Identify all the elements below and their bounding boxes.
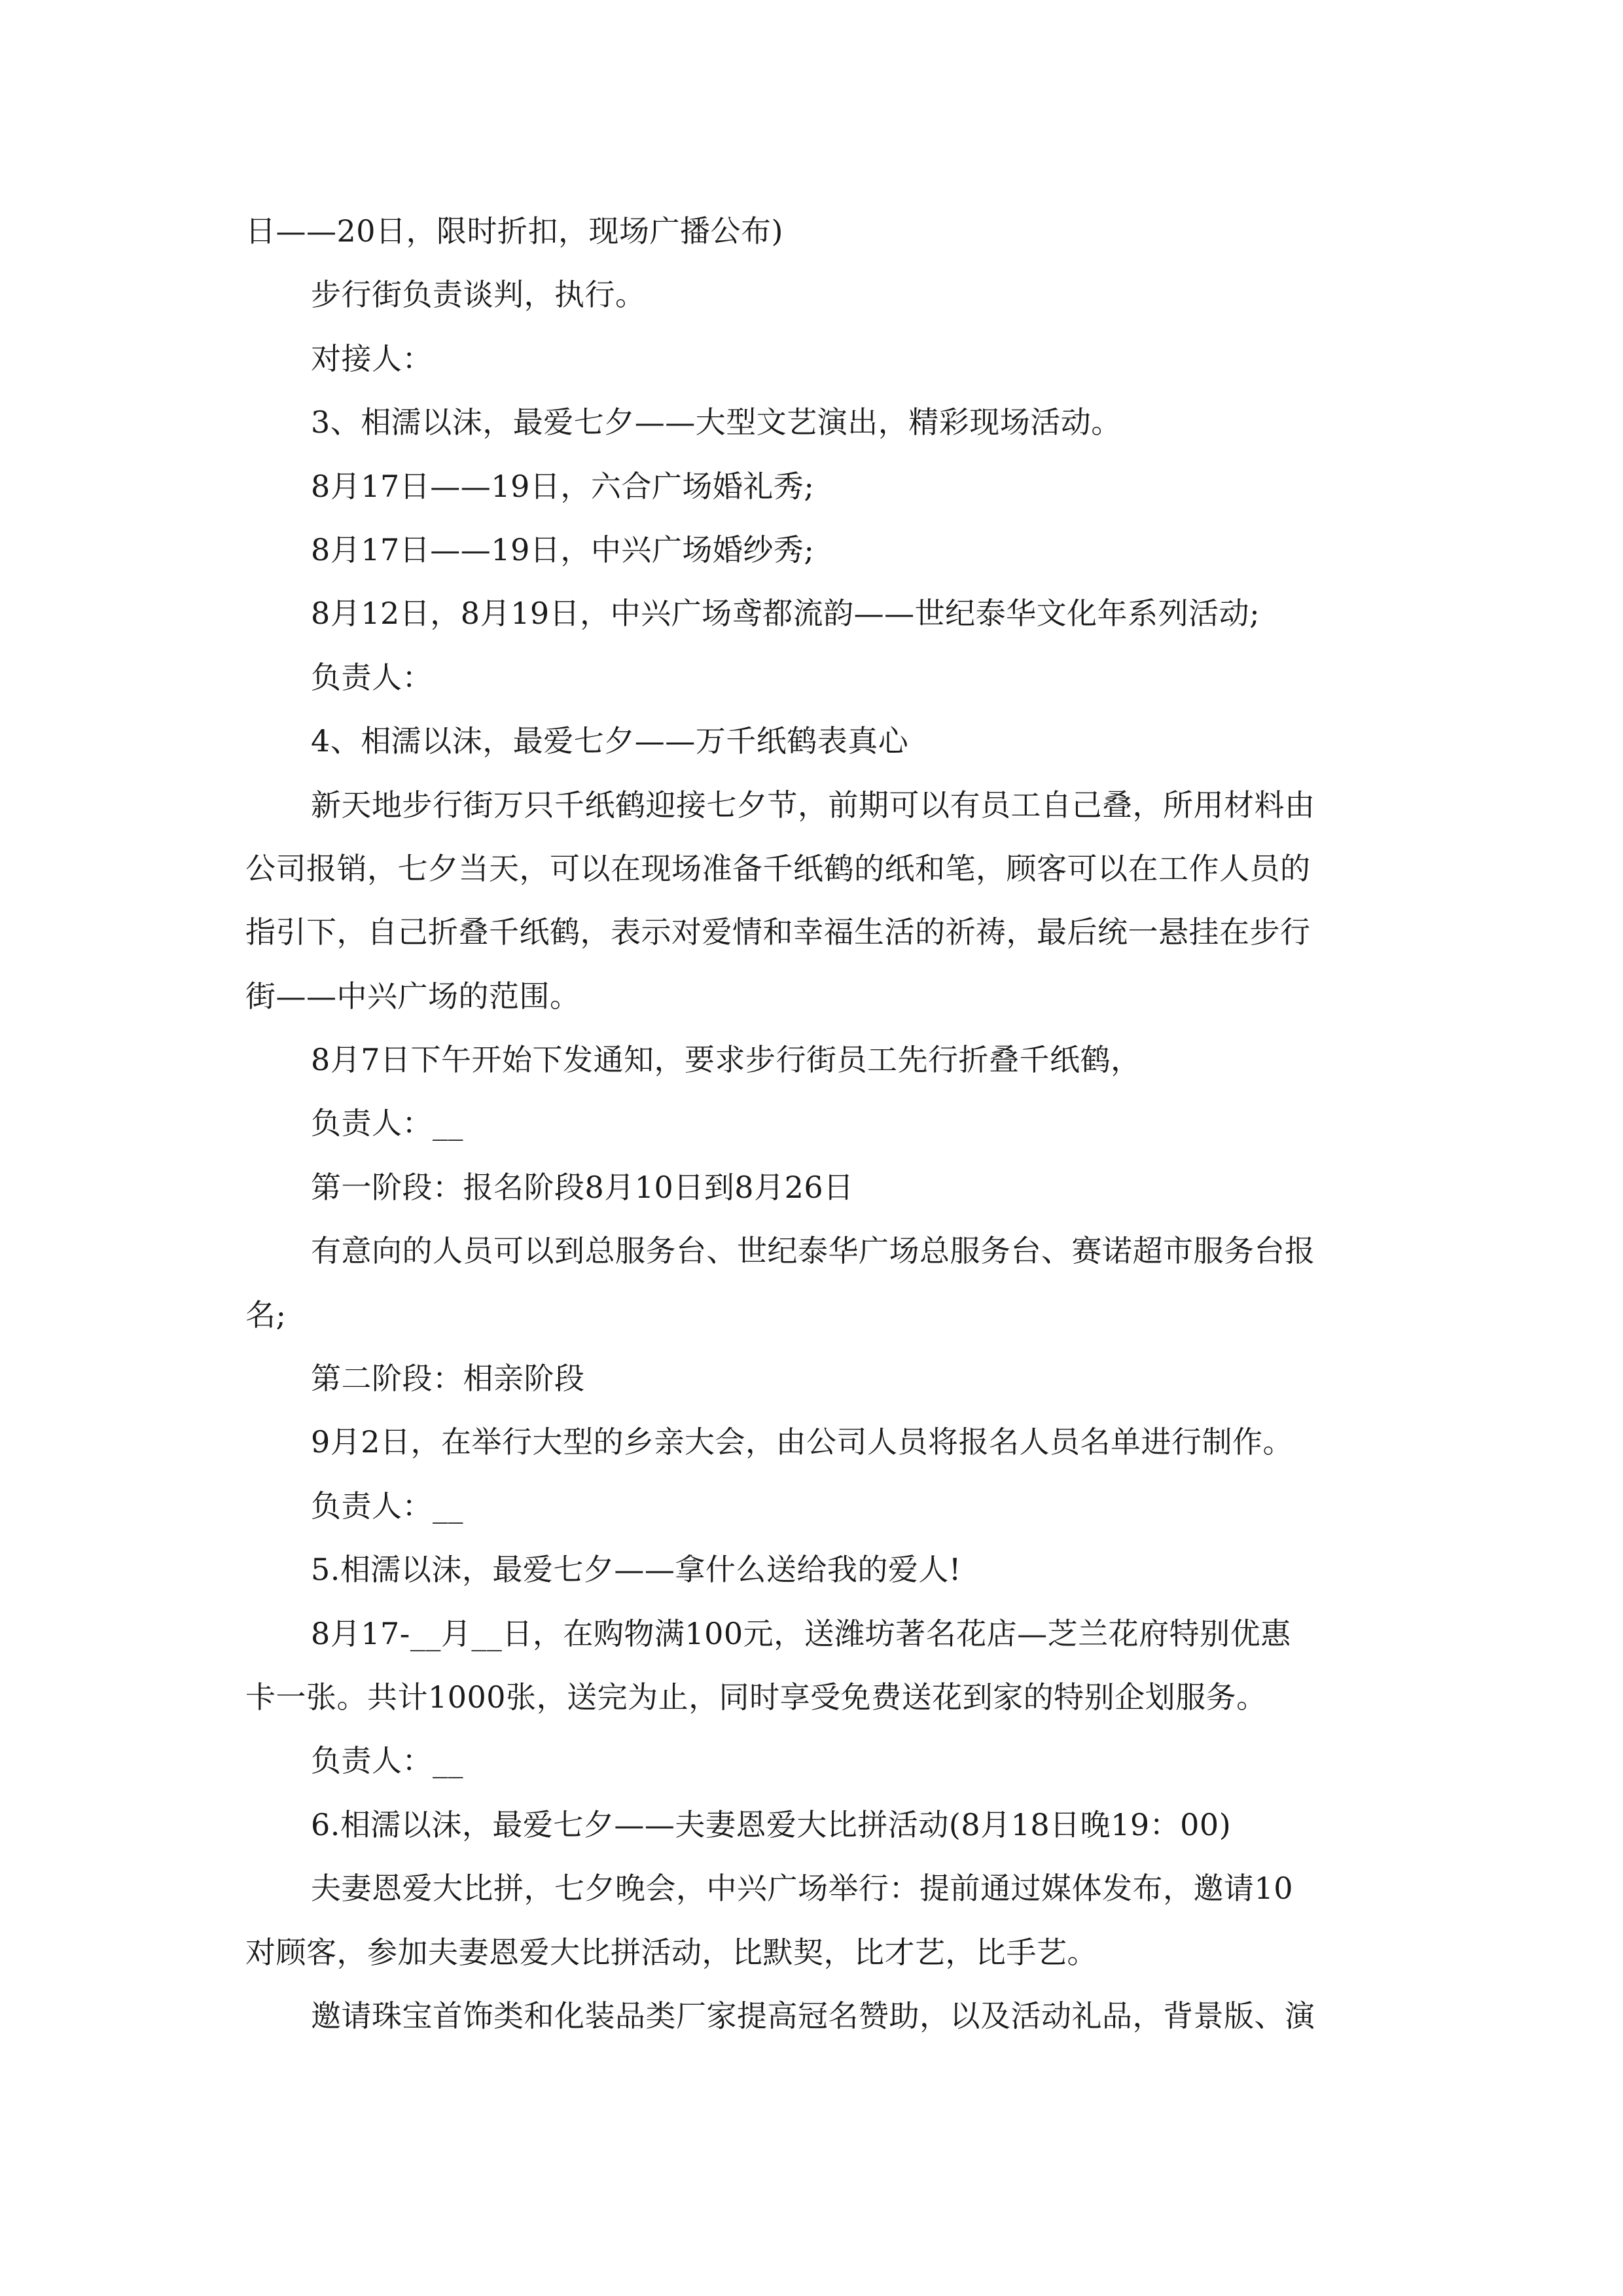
text-line: 指引下，自己折叠千纸鹤，表示对爱情和幸福生活的祈祷，最后统一悬挂在步行 [245, 914, 1311, 950]
text-line: 负责人：__ [311, 1105, 463, 1141]
text-line: 有意向的人员可以到总服务台、世纪泰华广场总服务台、赛诺超市服务台报 [311, 1233, 1315, 1269]
text-line: 8月17-__月__日，在购物满100元，送潍坊著名花店—芝兰花府特别优惠 [311, 1615, 1291, 1651]
text-line: 9月2日，在举行大型的乡亲大会，由公司人员将报名人员名单进行制作。 [311, 1424, 1294, 1460]
text-line: 步行街负责谈判，执行。 [311, 277, 646, 313]
text-line: 5.相濡以沫，最爱七夕——拿什么送给我的爱人! [311, 1552, 961, 1588]
text-line: 第二阶段：相亲阶段 [311, 1361, 585, 1397]
text-line: 第一阶段：报名阶段8月10日到8月26日 [311, 1169, 854, 1205]
text-line: 卡一张。共计1000张，送完为止，同时享受免费送花到家的特别企划服务。 [245, 1679, 1267, 1715]
text-line: 负责人： [311, 659, 433, 695]
text-line: 名; [245, 1297, 287, 1333]
text-line: 日——20日，限时折扣，现场广播公布) [245, 213, 783, 249]
text-line: 对顾客，参加夫妻恩爱大比拼活动，比默契，比才艺，比手艺。 [245, 1934, 1097, 1970]
text-line: 街——中兴广场的范围。 [245, 978, 580, 1014]
text-line: 负责人：__ [311, 1488, 463, 1524]
text-line: 8月12日，8月19日，中兴广场鸢都流韵——世纪泰华文化年系列活动; [311, 596, 1260, 632]
text-line: 公司报销，七夕当天，可以在现场准备千纸鹤的纸和笔，顾客可以在工作人员的 [245, 850, 1311, 886]
document-body [245, 200, 1391, 2048]
text-line: 4、相濡以沫，最爱七夕——万千纸鹤表真心 [311, 723, 909, 759]
text-line: 邀请珠宝首饰类和化装品类厂家提高冠名赞助，以及活动礼品，背景版、演 [311, 1998, 1315, 2034]
text-line: 负责人：__ [311, 1743, 463, 1779]
text-line: 新天地步行街万只千纸鹤迎接七夕节，前期可以有员工自己叠，所用材料由 [311, 787, 1315, 823]
text-line: 3、相濡以沫，最爱七夕——大型文艺演出，精彩现场活动。 [311, 404, 1122, 440]
text-line: 8月17日——19日，中兴广场婚纱秀; [311, 531, 815, 567]
text-line: 对接人： [311, 340, 433, 376]
text-line: 8月17日——19日，六合广场婚礼秀; [311, 468, 815, 504]
text-line: 6.相濡以沫，最爱七夕——夫妻恩爱大比拼活动(8月18日晚19：00) [311, 1806, 1232, 1842]
text-line: 8月7日下午开始下发通知，要求步行街员工先行折叠千纸鹤， [311, 1042, 1141, 1078]
text-line: 夫妻恩爱大比拼，七夕晚会，中兴广场举行：提前通过媒体发布，邀请10 [311, 1871, 1294, 1907]
